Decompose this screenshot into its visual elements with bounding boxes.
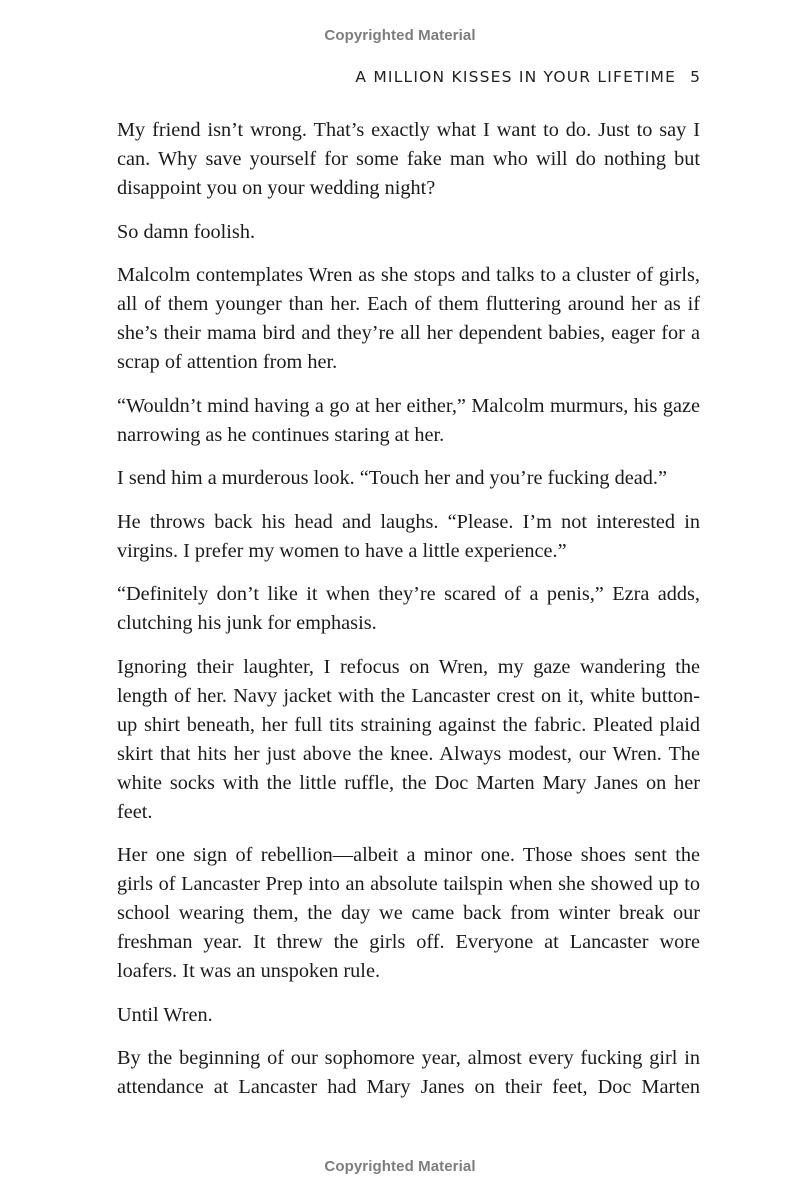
paragraph: Her one sign of rebellion—albeit a minor one. Those shoes sent the girls of Lancaster Prep into an absolute tailspin when she showed up to school wearing them, the day we came back from winter break our freshman year. It threw the girls off. Everyone at Lancaster wore loafers. It was an unspoken rule. — [117, 844, 700, 982]
paragraph: “Definitely don’t like it when they’re scared of a penis,” Ezra adds, clutching his junk for emphasis. — [117, 583, 700, 634]
paragraph: Until Wren. — [117, 1003, 213, 1026]
paragraph: He throws back his head and laughs. “Please. I’m not interested in virgins. I prefer my women to have a little experience.” — [117, 510, 700, 562]
running-header-title: A MILLION KISSES IN YOUR LIFETIME — [355, 68, 677, 86]
copyright-watermark-top: Copyrighted Material — [324, 27, 476, 44]
copyright-watermark-bottom: Copyrighted Material — [324, 1158, 476, 1175]
paragraph: “Wouldn’t mind having a go at her either,” Malcolm murmurs, his gaze narrowing as he continues staring at her. — [117, 394, 700, 446]
paragraph: Malcolm contemplates Wren as she stops and talks to a cluster of girls, all of them younger than her. Each of them fluttering around her as if she’s their mama bird and they’re all her dependent babies, eager for a scrap of attention from her. — [117, 264, 700, 373]
body-text — [117, 116, 700, 1102]
running-header — [355, 68, 700, 86]
paragraph: So damn foolish. — [117, 220, 256, 243]
page-number: 5 — [690, 68, 700, 86]
paragraph: My friend isn’t wrong. That’s exactly what I want to do. Just to say I can. Why save yourself for some fake man who will do nothing but disappoint you on your wedding night? — [117, 119, 700, 199]
paragraph: Ignoring their laughter, I refocus on Wren, my gaze wandering the length of her. Navy jacket with the Lancaster crest on it, white button-up shirt beneath, her full tits straining against the fabric. Pleated plaid skirt that hits her just above the knee. Always modest, our Wren. The white socks with the little ruffle, the Doc Marten Mary Janes on her feet. — [117, 655, 700, 823]
paragraph: I send him a murderous look. “Touch her and you’re fucking dead.” — [117, 467, 667, 489]
paragraph: By the beginning of our sophomore year, almost every fucking girl in attendance at Lancaster had Mary Janes on their feet, Doc Marten — [117, 1047, 700, 1098]
